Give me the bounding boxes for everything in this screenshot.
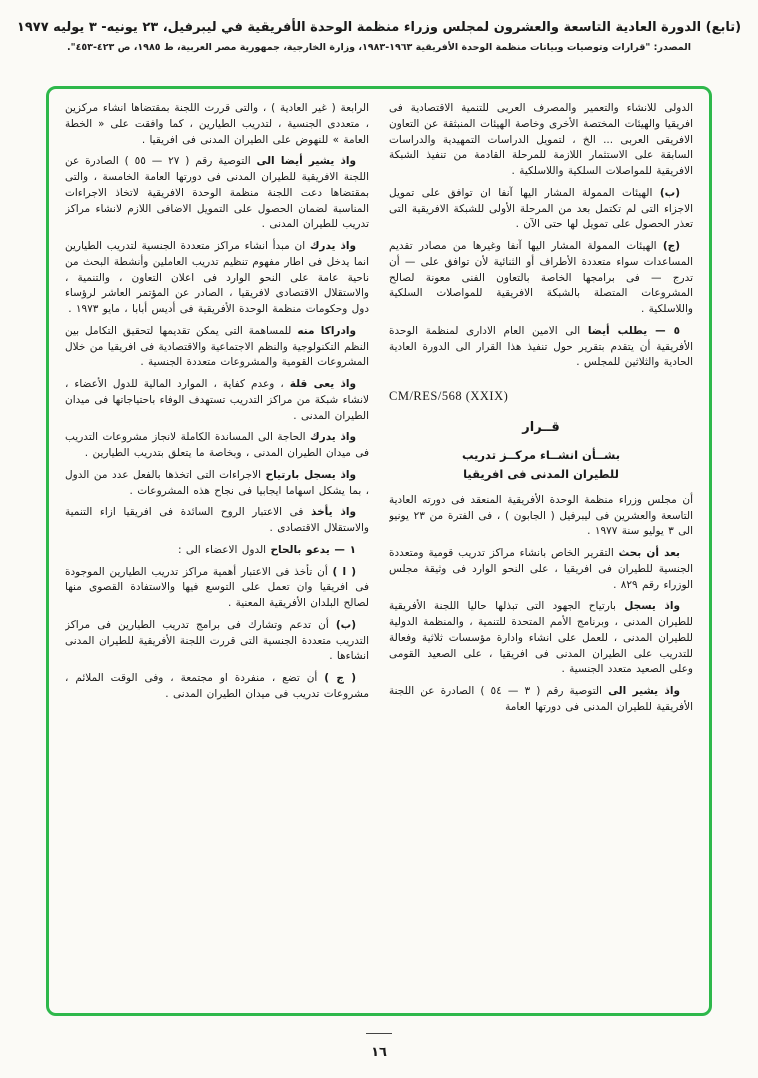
- resolution-title: قــرار: [522, 419, 560, 435]
- page-header: [0, 0, 758, 53]
- paragraph-lead: (ب): [335, 618, 356, 631]
- header-title: (تابع) الدورة العادية التاسعة والعشرون لمجلس وزراء منظمة الوحدة الأفريقية في ليبرفيل، ٢٣ يونيه- ٣ يوليه ١٩٧٧: [16, 20, 742, 35]
- paragraph: [65, 505, 369, 537]
- column-right: [389, 101, 693, 1001]
- paragraph-lead: (ب): [659, 186, 680, 199]
- paragraph: [389, 599, 693, 678]
- paragraph-lead: واذ يأخذ: [311, 506, 356, 519]
- paragraph-lead: واذ يدرك: [310, 431, 356, 444]
- paragraph-lead: واذ يعى قلة: [289, 378, 356, 390]
- paragraph-lead: واذ يشير الى: [608, 685, 680, 697]
- paragraph: [65, 430, 369, 462]
- paragraph: [65, 324, 369, 371]
- resolution-subtitle-line1: بشــأن انشــاء مركــز تدريب: [461, 448, 621, 463]
- resolution-reference: CM/RES/568 (XXIX): [389, 389, 509, 403]
- paragraph: [389, 546, 693, 593]
- paragraph-lead: واذ يدرك: [309, 240, 356, 252]
- paragraph-lead: (ج): [662, 240, 680, 252]
- paragraph: [389, 101, 693, 180]
- paragraph: [65, 618, 369, 665]
- footer-rule: [366, 1033, 392, 1034]
- paragraph-text: أن تدعم وتشارك فى برامج تدريب الطيارين فى مراكز التدريب متعددة الجنسية التى قررت اللجنة الأفريقية للطيران المدنى انشاءها .: [65, 618, 369, 663]
- paragraph-text: التقرير الخاص بانشاء مراكز تدريب قومية ومتعددة الجنسية للطيران فى افريقيا ، على النحو الوارد فى وثيقة مجلس الوزراء رقم ٨٢٩ .: [389, 547, 693, 591]
- paragraph: [389, 493, 693, 540]
- source-note: المصدر: "قرارات وتوصيات وبيانات منظمة الوحدة الأفريقية ١٩٦٣-١٩٨٣، وزارة الخارجية، جمهورية مصر العربية، ط ١٩٨٥، ص ٤٢٣-٤٥٣".: [67, 42, 691, 53]
- paragraph-lead: ٥ — يطلب أيضا: [587, 324, 680, 337]
- paragraph-text: بارتياح الجهود التى تبذلها حاليا اللجنة الأفريقية للطيران المدنى ، وبرنامج الأمم المتحدة للتنمية ، والمنظمة الدولية للطيران المدنى ، للعمل على انشاء وادارة مؤسسات ثلاثية وفعالة للتدريب على الطيران المدنى فى افريقيا ، على الصعيد القومى وعلى الصعيد متعدد الجنسية .: [389, 600, 693, 676]
- paragraph-lead: واذ يسجل: [624, 600, 680, 613]
- paragraph: [389, 324, 693, 371]
- paragraph: [65, 671, 369, 703]
- paragraph: [65, 239, 369, 318]
- paragraph-text: الدولى للانشاء والتعمير والمصرف العربى للتنمية الاقتصادية فى افريقيا والهيئات المختصة الأخرى وخاصة الهيئات المنبثقة عن التعاون الافريقى العربى ... الخ ، لتمويل الدراسات التمهيدية والدراسات السابقة على الاستثمار اللازمة للمرحلة القادمة من تنفيذ الشبكة الافريقية للمواصلات السلكية واللاسلكية .: [389, 102, 693, 177]
- paragraph-lead: ( ا ): [332, 565, 356, 578]
- paragraph-text: فى الاعتبار الروح السائدة فى افريقيا ازاء التنمية والاستقلال الاقتصادى .: [65, 506, 369, 534]
- paragraph-lead: واذ يشير أيضا الى: [256, 155, 356, 168]
- paragraph-lead: بعد أن بحث: [618, 547, 681, 559]
- paragraph: [65, 468, 369, 500]
- resolution-subtitle-line2: للطيران المدنى فى افريقيا: [463, 466, 619, 481]
- paragraph-lead: ( ج ): [324, 672, 356, 684]
- paragraph-text: الدول الاعضاء الى :: [177, 543, 271, 556]
- paragraph: [389, 186, 693, 233]
- paragraph-text: التوصية رقم ( ٣ — ٥٤ ) الصادرة عن اللجنة الأفريقية للطيران المدنى فى دورتها العامة: [389, 685, 693, 713]
- paragraph-text: الرابعة ( غير العادية ) ، والتى قررت اللجنة بمقتضاها انشاء مركزين ، متعددى الجنسية ، لتدريب الطيارين ، كما وافقت على « الخطة العامة » للنهوض على الطيران المدنى فى افريقيا .: [65, 102, 369, 146]
- paragraph-text: الهيئات الممولة المشار اليها آنفا وغيرها من مصادر تقديم المساعدات سواء متعددة الأطراف أو الثنائية لأن توافق على — أن تدرج — فى برامجها الخاصة بالتعاون الفنى معونة لصالح المشروعات المتصلة بالشبكة الافريقية للمواصلات السلكية واللاسلكية .: [389, 240, 693, 315]
- paragraph: [65, 543, 369, 559]
- paragraph-text: أن تأخذ فى الاعتبار أهمية مراكز تدريب الطيارين الموجودة فى افريقيا وان تعمل على التوسع فيها والاستفادة القصوى منها لصالح البلدان الأفريقية المعنية .: [65, 565, 369, 609]
- paragraph-lead: واذ يسجل بارتياح: [265, 468, 356, 481]
- paragraph: [65, 154, 369, 233]
- paragraph-text: التوصية رقم ( ٢٧ — ٥٥ ) الصادرة عن اللجنة الافريقية للطيران المدنى فى دورتها العامة الخامسة ، والتى بمقتضاها دعت اللجنة منظمة الوحدة الافريقية لاتخاذ الاجراءات المناسبة لضمان الحصول على التمويل الاضافى اللازم لانشاء مراكز تدريب للطيران المدنى .: [65, 155, 369, 231]
- paragraph-lead: ١ — يدعو بالحاح: [270, 543, 356, 556]
- paragraph-text: الحاجة الى المساندة الكاملة لانجاز مشروعات التدريب فى ميدان الطيران المدنى ، وبخاصة ما يتعلق بتدريب الطيارين .: [65, 431, 369, 459]
- paragraph-text: الهيئات الممولة المشار اليها آنفا ان توافق على تمويل الاجزاء التى لم تكتمل بعد من المرحلة الأولى للشبكة الافريقية التى تعذر الحصول على تمويل لها حتى الآن .: [389, 186, 693, 231]
- paragraph: [65, 101, 369, 148]
- page-number: ١٦: [371, 1045, 387, 1060]
- paragraph: [389, 239, 693, 318]
- paragraph: [65, 565, 369, 612]
- paragraph-text: للمساهمة التى يمكن تقديمها لتحقيق التكامل بين النظم التكنولوجية والنظم الاجتماعية والاقتصادية فى افريقيا من خلال المشروعات القومية والمشروعات متعددة الجنسية .: [65, 324, 369, 369]
- paragraph-text: الى الامين العام الادارى لمنظمة الوحدة الأفريقية أن يتقدم بتقرير حول تنفيذ هذا القرار الى الدورة العادية الحادية والثلاثين للمجلس .: [389, 324, 693, 369]
- paragraph-text: أن تضع ، منفردة او مجتمعة ، وفى الوقت الملائم ، مشروعات تدريب فى ميدان الطيران المدنى .: [65, 672, 369, 700]
- paragraph: [389, 684, 693, 716]
- paragraph: [65, 377, 369, 424]
- green-border-frame: [46, 86, 712, 1016]
- paragraph-text: ، وعدم كفاية ، الموارد المالية للدول الأعضاء ، لانشاء شبكة من مراكز التدريب تستهدف الوفاء باحتياجاتها فى ميدان الطيران المدنى .: [65, 378, 369, 422]
- column-left: [65, 101, 369, 1001]
- paragraph-text: الاجراءات التى اتخذها بالفعل عدد من الدول ، بما يشكل اسهاما ايجابيا فى نجاح هذه المشروعات .: [65, 468, 369, 497]
- paragraph-text: أن مجلس وزراء منظمة الوحدة الأفريقية المنعقد فى دورته العادية التاسعة والعشرين فى ليبرفيل ( الجابون ) ، فى الفترة من ٢٣ يونيو الى ٣ يوليو سنة ١٩٧٧ .: [389, 493, 693, 538]
- paragraph-text: ان مبدأ انشاء مراكز متعددة الجنسية لتدريب الطيارين انما يدخل فى اطار مفهوم تنظيم تدريب العاملين وأنشطة البحث من ناحية عامة على النحو الوارد فى اعلان التعاون ، والتنمية ، والاستقلال الاقتصادى لافريقيا ، الصادر عن المؤتمر العاشر لرؤساء دول وحكومات منظمة الوحدة الأفريقية فى أديس أبابا ، مايو ١٩٧٣ .: [65, 240, 369, 315]
- two-column-text: [65, 101, 693, 1001]
- paragraph-lead: وادراكا منه: [297, 324, 356, 337]
